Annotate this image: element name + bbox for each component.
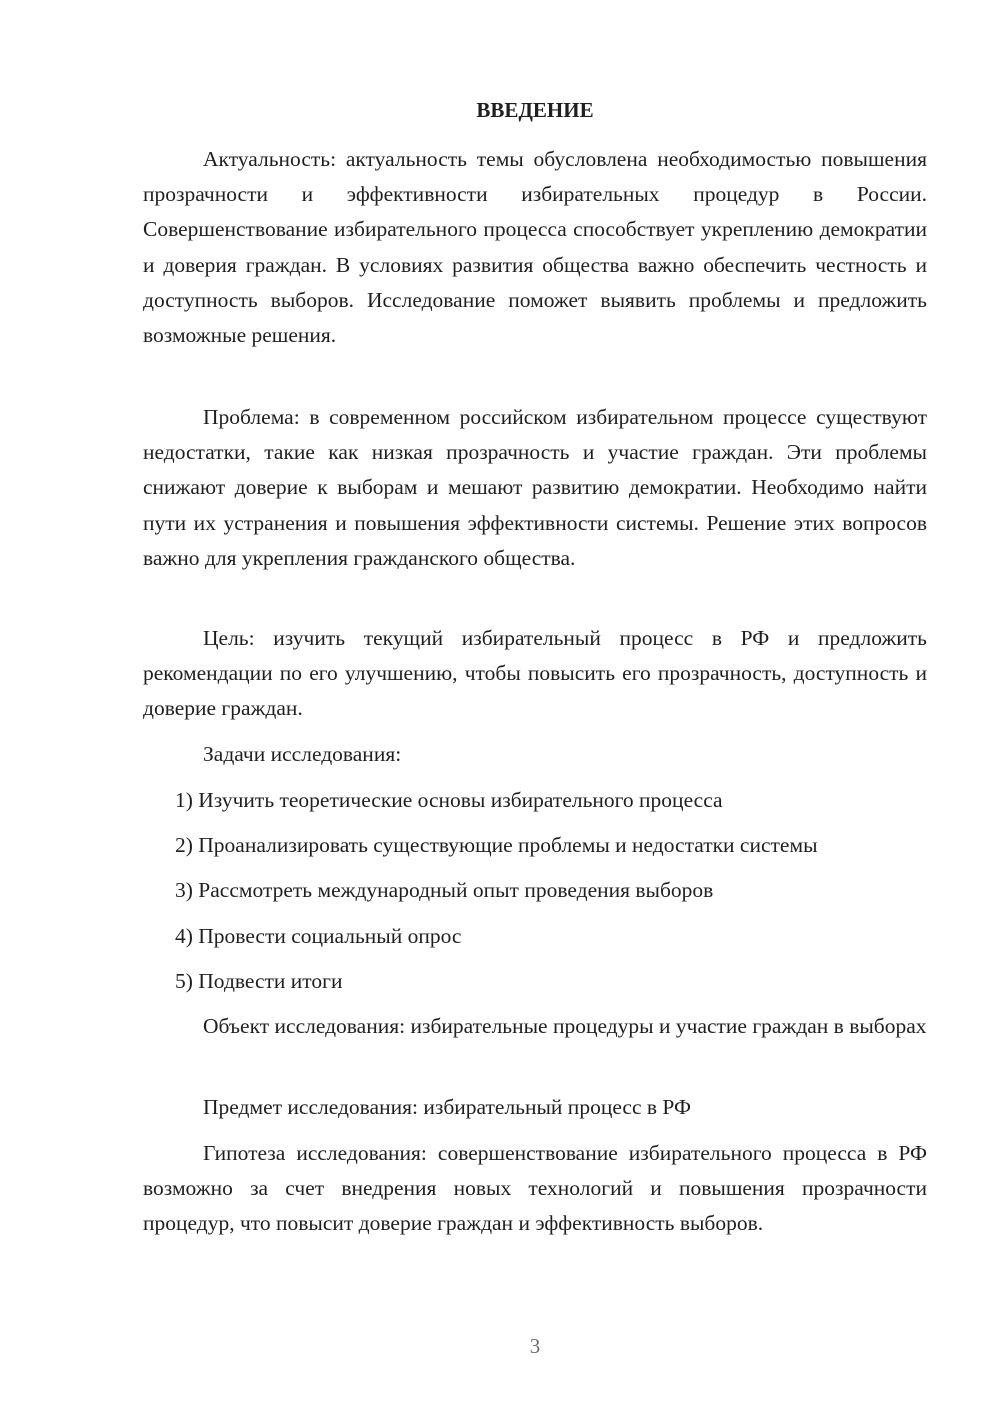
paragraph-hypothesis: Гипотеза исследования: совершенствование избирательного процесса в РФ возможно за счет внедрения новых технологий и повышения прозрачности процедур, что повысит доверие граждан и эффективность выборов. [143,1141,927,1236]
paragraph-subject: Предмет исследования: избирательный процесс в РФ [203,1095,691,1119]
list-item: 2) Проанализировать существующие проблемы и недостатки системы [175,833,818,858]
list-item: 1) Изучить теоретические основы избирательного процесса [175,788,723,812]
tasks-intro: Задачи исследования: [203,742,402,766]
tasks-list [175,783,935,1009]
paragraph-problem: Проблема: в современном российском избирательном процессе существуют недостатки, такие как низкая прозрачность и участие граждан. Эти проблемы снижают доверие к выборам и мешают развитию демократии. Необходимо найти пути их устранения и повышения эффективности системы. Решение этих вопросов важно для укрепления гражданского общества. [143,405,927,570]
list-item: 4) Провести социальный опрос [175,923,462,948]
list-item: 5) Подвести итоги [175,968,343,993]
list-item: 3) Рассмотреть международный опыт проведения выборов [175,878,714,903]
page-title: ВВЕДЕНИЕ [476,98,594,122]
paragraph-object: Объект исследования: избирательные процедуры и участие граждан в выборах [203,1014,927,1038]
page-number: 3 [529,1334,541,1358]
paragraph-goal: Цель: изучить текущий избирательный процесс в РФ и предложить рекомендации по его улучшению, чтобы повысить его прозрачность, доступность и доверие граждан. [143,626,927,721]
paragraph-relevance: Актуальность: актуальность темы обусловлена необходимостью повышения прозрачности и эффективности избирательных процедур в России. Совершенствование избирательного процесса способствует укреплению демократии и доверия граждан. В условиях развития общества важно обеспечить честность и доступность выборов. Исследование поможет выявить проблемы и предложить возможные решения. [143,147,927,348]
